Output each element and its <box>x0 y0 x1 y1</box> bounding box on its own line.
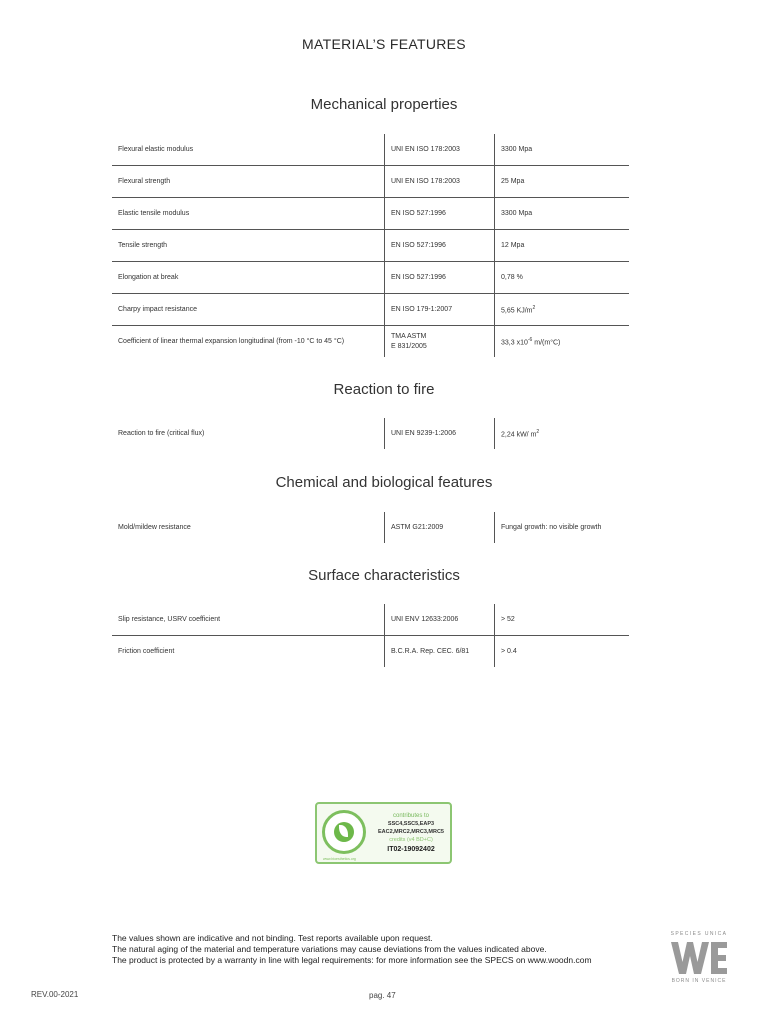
table-row <box>112 262 629 294</box>
standard-cell: UNI ENV 12633:2006 <box>385 604 495 636</box>
disclaimer-line-1: The values shown are indicative and not binding. Test reports available upon request. <box>112 933 433 943</box>
property-cell: Friction coefficient <box>118 647 175 655</box>
value-cell: 3300 Mpa <box>495 198 630 230</box>
standard-cell: EN ISO 527:1996 <box>385 230 495 262</box>
standard-cell: EN ISO 527:1996 <box>385 198 495 230</box>
cert-line-4: credits (v4 BD+C) <box>389 837 433 843</box>
value-cell: 0,78 % <box>495 262 630 294</box>
value-superscript: 2 <box>536 428 540 435</box>
brand-tagline-top: SPECIES UNICA <box>670 931 728 937</box>
value-cell: 25 Mpa <box>495 166 630 198</box>
standard-cell: UNI EN ISO 178:2003 <box>385 166 495 198</box>
table-row <box>112 230 629 262</box>
property-cell: Coefficient of linear thermal expansion longitudinal (from -10 °C to 45 °C) <box>118 337 345 345</box>
value-superscript: 2 <box>532 304 536 311</box>
value-cell: 3300 Mpa <box>495 134 630 166</box>
cert-code: IT02-19092402 <box>387 846 435 853</box>
chemical-table <box>112 512 629 543</box>
value-cell <box>495 294 630 326</box>
table-row <box>112 294 629 326</box>
table-row <box>112 604 629 636</box>
table-row <box>112 418 629 449</box>
value-text: 5,65 KJ/m <box>501 307 533 315</box>
standard-cell: EN ISO 179-1:2007 <box>385 294 495 326</box>
table-row <box>112 198 629 230</box>
value-cell: 12 Mpa <box>495 230 630 262</box>
disclaimer <box>112 933 652 966</box>
revision-label: REV.00-2021 <box>31 990 79 999</box>
disclaimer-line-2: The natural aging of the material and temperature variations may cause deviations from the values indicated above. <box>112 944 547 954</box>
standard-cell <box>385 326 495 358</box>
surface-table <box>112 604 629 667</box>
section-title-surface: Surface characteristics <box>308 567 460 584</box>
standard-cell: UNI EN 9239-1:2006 <box>385 418 495 449</box>
cert-line-2: SSC4,SSC5,EAP3 <box>387 821 435 827</box>
property-cell: Slip resistance, USRV coefficient <box>112 604 385 636</box>
property-cell: Elastic tensile modulus <box>112 198 385 230</box>
standard-cell: B.C.R.A. Rep. CEC. 6/81 <box>385 636 495 668</box>
certification-badge <box>315 802 452 864</box>
property-cell: Tensile strength <box>112 230 385 262</box>
page-title: MATERIAL’S FEATURES <box>302 36 466 52</box>
table-row <box>112 326 629 358</box>
standard-cell: EN ISO 527:1996 <box>385 262 495 294</box>
standard-line-1: TMA ASTM <box>391 332 427 340</box>
property-cell: Elongation at break <box>112 262 385 294</box>
property-cell: Flexural strength <box>112 166 385 198</box>
certification-seal <box>322 810 366 854</box>
table-row <box>112 512 629 543</box>
cert-line-3: EAC2,MRC2,MRC3,MRC5 <box>377 829 444 835</box>
mechanical-table <box>112 134 629 357</box>
table-row <box>112 636 629 668</box>
cert-line-1: contributes to <box>392 813 430 819</box>
wood-logo-icon <box>669 940 729 976</box>
page-number: pag. 47 <box>369 991 396 1000</box>
section-title-fire: Reaction to fire <box>333 381 435 398</box>
property-cell: Flexural elastic modulus <box>112 134 385 166</box>
fire-table <box>112 418 629 449</box>
brand-logo <box>666 931 732 986</box>
value-unit: m/(m°C) <box>532 339 561 347</box>
property-cell: Charpy impact resistance <box>112 294 385 326</box>
value-superscript: -6 <box>527 336 533 343</box>
table-row <box>112 134 629 166</box>
section-title-chemical: Chemical and biological features <box>275 474 493 491</box>
property-cell: Reaction to fire (critical flux) <box>118 429 205 437</box>
table-row <box>112 166 629 198</box>
value-cell <box>495 418 630 449</box>
value-cell <box>495 326 630 358</box>
value-cell: > 0.4 <box>495 636 630 668</box>
value-text: 2,24 kW/ m <box>501 431 537 439</box>
value-cell: Fungal growth: no visible growth <box>495 512 630 543</box>
brand-tagline-bottom: BORN IN VENICE <box>671 978 727 984</box>
disclaimer-line-3: The product is protected by a warranty in line with legal requirements: for more information see the SPECS on www.woodn.com <box>112 955 592 965</box>
property-cell: Mold/mildew resistance <box>118 523 191 531</box>
standard-cell: UNI EN ISO 178:2003 <box>385 134 495 166</box>
standard-line-2: E 831/2005 <box>391 342 427 350</box>
value-text: 33,3 x10 <box>501 339 528 347</box>
cert-url: www.bioesthetics.org <box>323 857 356 861</box>
section-title-mechanical: Mechanical properties <box>310 96 458 113</box>
value-cell: > 52 <box>495 604 630 636</box>
standard-cell: ASTM G21:2009 <box>385 512 495 543</box>
